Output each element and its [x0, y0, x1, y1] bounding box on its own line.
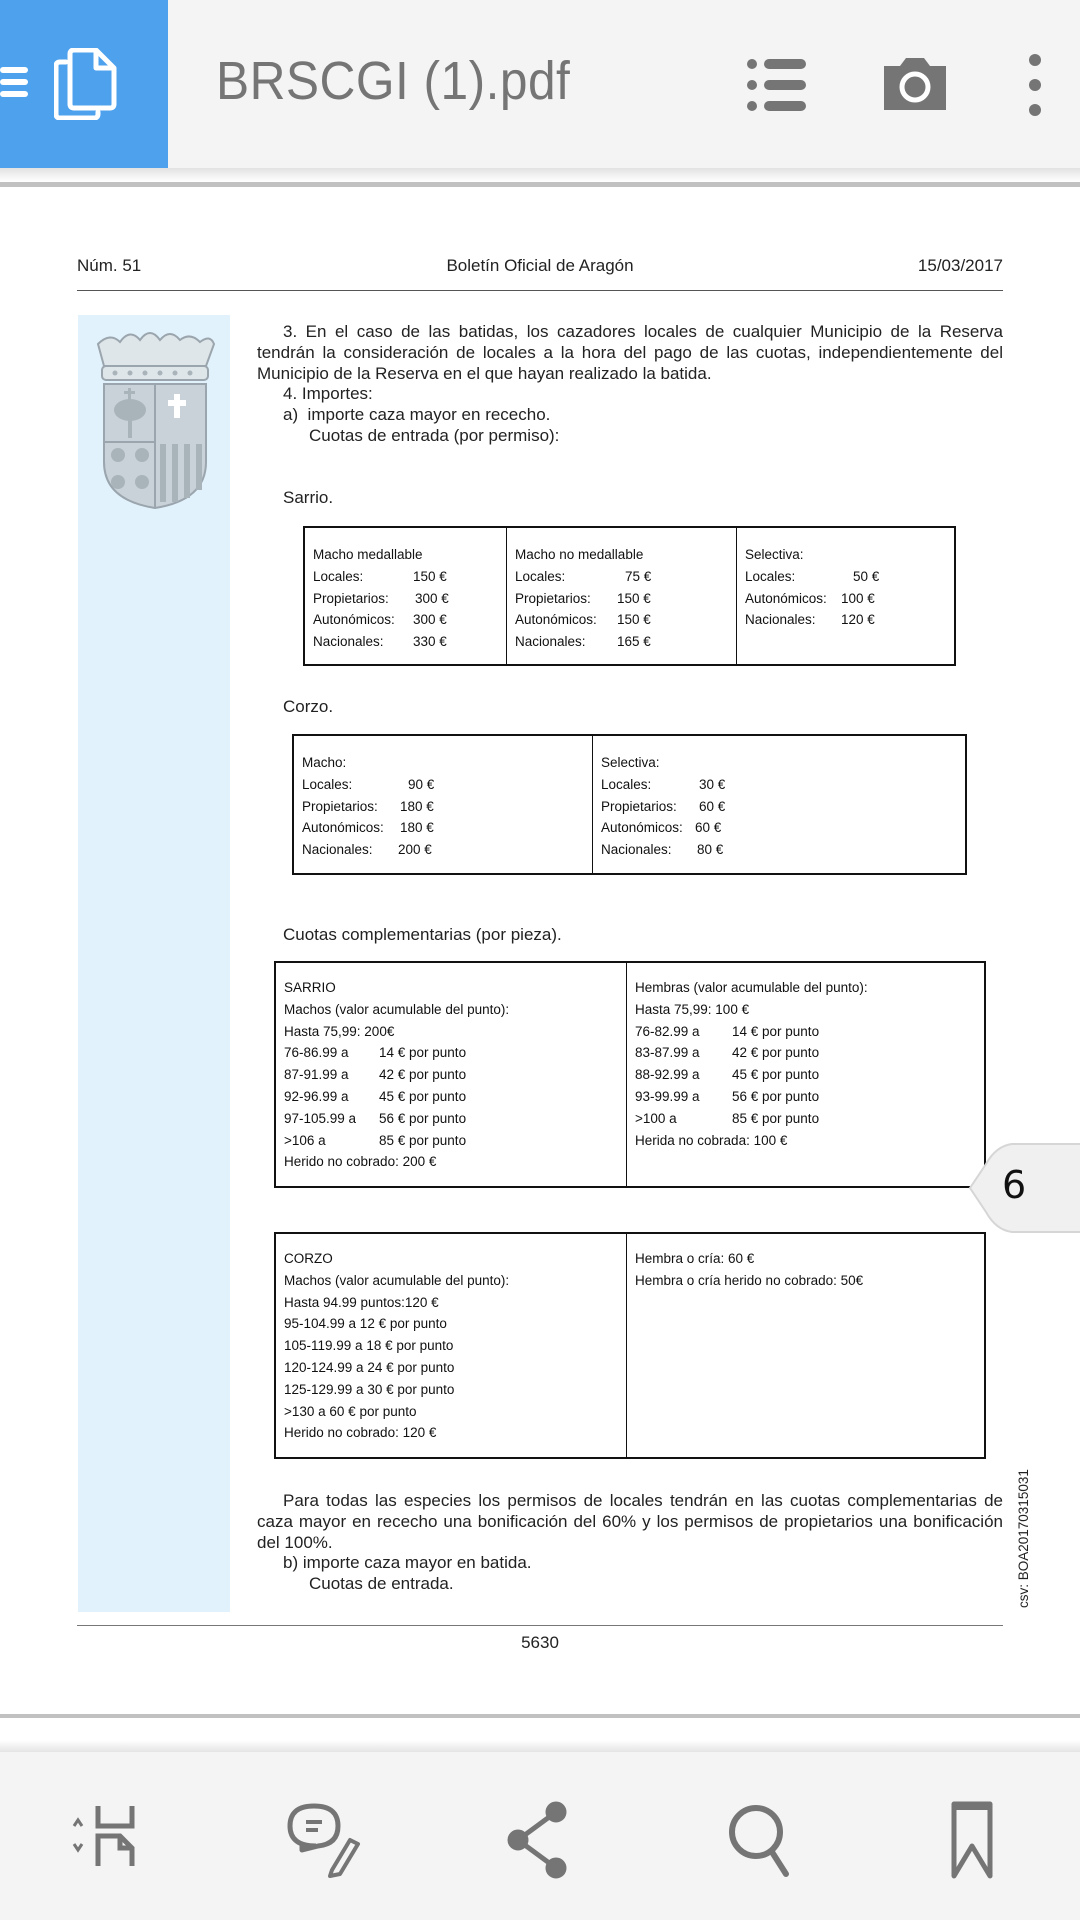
table-cell — [626, 963, 984, 1186]
fee-row: Nacionales: 80 € — [601, 842, 724, 858]
range-row: >100 a 85 € por punto — [635, 1110, 820, 1126]
range-row: 93-99.99 a 56 € por punto — [635, 1088, 820, 1104]
cell-line: 120-124.99 a 24 € por punto — [284, 1359, 455, 1375]
sarrio-entry-fees-table — [303, 526, 956, 666]
cell-line: Hembra o cría: 60 € — [635, 1251, 755, 1266]
fee-row: Autonómicos: 60 € — [601, 820, 722, 836]
cell-title: Macho: — [302, 755, 347, 770]
cell-title: Hembras (valor acumulable del punto): — [635, 980, 868, 995]
cell-line: 95-104.99 a 12 € por punto — [284, 1316, 447, 1332]
cell-title: Macho medallable — [313, 547, 423, 562]
range-row: 87-91.99 a 42 € por punto — [284, 1067, 467, 1083]
cell-line: Hasta 75,99: 200€ — [284, 1023, 395, 1039]
cell-title: SARRIO — [284, 980, 336, 995]
cell-line: Machos (valor acumulable del punto): — [284, 1272, 510, 1288]
range-row: 83-87.99 a 42 € por punto — [635, 1045, 820, 1061]
cell-line: >130 a 60 € por punto — [284, 1403, 417, 1419]
table-cell — [276, 963, 626, 1186]
bottombar-shadow — [0, 1740, 1080, 1752]
corzo-label: Corzo. — [283, 697, 334, 716]
paragraph-3: 3. En el caso de las batidas, los cazadores locales de cualquier Municipio de la Reserva tendrán la consideración de locales a la hora del pago de las cuotas, independientemente del Municipio de la Reserva en el que hayan realizado la batida. — [257, 322, 1003, 383]
search-icon[interactable] — [722, 1800, 802, 1880]
fee-row: Locales: 150 € — [313, 568, 447, 584]
fee-row: Autonómicos: 180 € — [302, 820, 434, 836]
fee-row: Propietarios: 180 € — [302, 798, 434, 814]
camera-icon[interactable] — [880, 50, 950, 120]
table-cell — [626, 1234, 984, 1457]
cell-line: Herido no cobrado: 200 € — [284, 1154, 437, 1170]
range-row: 97-105.99 a 56 € por punto — [284, 1110, 467, 1126]
fee-row: Locales: 75 € — [515, 568, 652, 584]
cell-title: Macho no medallable — [515, 547, 644, 562]
topbar-shadow — [0, 168, 1080, 182]
fee-row: Propietarios: 300 € — [313, 590, 449, 606]
documents-button[interactable] — [0, 0, 168, 168]
cell-line: Herida no cobrada: 100 € — [635, 1132, 788, 1148]
bonus-paragraph: Para todas las especies los permisos de locales tendrán en las cuotas complementarias de caza mayor en rececho una bonificación del 60% y los permisos de propietarios una bonificación del 100%. — [257, 1491, 1003, 1552]
item-a-heading: a) importe caza mayor en rececho. — [283, 405, 551, 424]
fee-row: Nacionales: 165 € — [515, 634, 651, 650]
more-vert-icon[interactable] — [1000, 50, 1070, 120]
fee-row: Autonómicos: 300 € — [313, 612, 447, 628]
cell-line: Hembra o cría herido no cobrado: 50€ — [635, 1272, 864, 1288]
table-cell — [294, 736, 592, 873]
fit-page-icon[interactable] — [62, 1800, 142, 1880]
fee-row: Locales: 50 € — [745, 568, 880, 584]
table-cell — [736, 528, 954, 664]
page-number: 5630 — [521, 1633, 559, 1652]
coat-of-arms-icon — [90, 322, 220, 512]
range-row: 76-86.99 a 14 € por punto — [284, 1045, 467, 1061]
table-cell — [592, 736, 965, 873]
header-date: 15/03/2017 — [917, 256, 1003, 275]
table-cell — [276, 1234, 626, 1457]
fee-row: Nacionales: 120 € — [745, 612, 875, 628]
bookmark-icon[interactable] — [942, 1800, 1022, 1880]
header-center: Boletín Oficial de Aragón — [446, 256, 634, 275]
cell-line: Machos (valor acumulable del punto): — [284, 1001, 510, 1017]
hamburger-icon[interactable] — [0, 67, 28, 97]
fee-row: Propietarios: 60 € — [601, 798, 726, 814]
corzo-entry-fees-table — [292, 734, 967, 875]
cell-title: Selectiva: — [601, 755, 660, 770]
page-top-edge — [0, 182, 1080, 187]
fee-row: Nacionales: 330 € — [313, 634, 447, 650]
header-issue-number: Núm. 51 — [77, 256, 142, 275]
documents-icon — [54, 48, 118, 120]
csv-code: csv: BOA20170315031 — [1016, 1469, 1031, 1608]
item-a-subheading: Cuotas de entrada (por permiso): — [309, 426, 560, 445]
corzo-complementary-fees-table — [274, 1232, 986, 1459]
page-bottom-edge — [0, 1714, 1080, 1718]
fee-row: Propietarios: 150 € — [515, 590, 651, 606]
range-row: 88-92.99 a 45 € por punto — [635, 1067, 820, 1083]
header-rule — [77, 290, 1003, 291]
item-b-subheading: Cuotas de entrada. — [309, 1574, 454, 1593]
footer-rule — [77, 1625, 1003, 1626]
fee-row: Nacionales: 200 € — [302, 842, 432, 858]
fee-row: Autonómicos: 150 € — [515, 612, 651, 628]
complementarias-label: Cuotas complementarias (por pieza). — [283, 925, 562, 944]
document-title: BRSCGI (1).pdf — [216, 51, 571, 111]
cell-line: Hasta 75,99: 100 € — [635, 1001, 750, 1017]
fee-row: Autonómicos: 100 € — [745, 590, 875, 606]
sarrio-complementary-fees-table — [274, 961, 986, 1188]
list-icon[interactable] — [742, 50, 812, 120]
item-b-heading: b) importe caza mayor en batida. — [283, 1553, 532, 1572]
page-indicator-number: 6 — [1002, 1163, 1027, 1207]
cell-line: 105-119.99 a 18 € por punto — [284, 1338, 454, 1354]
cell-line: Hasta 94.99 puntos:120 € — [284, 1294, 439, 1310]
fee-row: Locales: 90 € — [302, 776, 435, 792]
share-icon[interactable] — [500, 1800, 580, 1880]
table-cell — [305, 528, 506, 664]
item-4-heading: 4. Importes: — [283, 384, 373, 403]
range-row: 92-96.99 a 45 € por punto — [284, 1088, 467, 1104]
table-cell — [506, 528, 736, 664]
annotate-comment-icon[interactable] — [284, 1800, 364, 1880]
cell-line: 125-129.99 a 30 € por punto — [284, 1381, 455, 1397]
fee-row: Locales: 30 € — [601, 776, 726, 792]
cell-line: Herido no cobrado: 120 € — [284, 1425, 437, 1441]
range-row: 76-82.99 a 14 € por punto — [635, 1023, 820, 1039]
sarrio-label: Sarrio. — [283, 488, 334, 507]
cell-title: Selectiva: — [745, 547, 804, 562]
range-row: >106 a 85 € por punto — [284, 1132, 467, 1148]
cell-title: CORZO — [284, 1251, 333, 1266]
